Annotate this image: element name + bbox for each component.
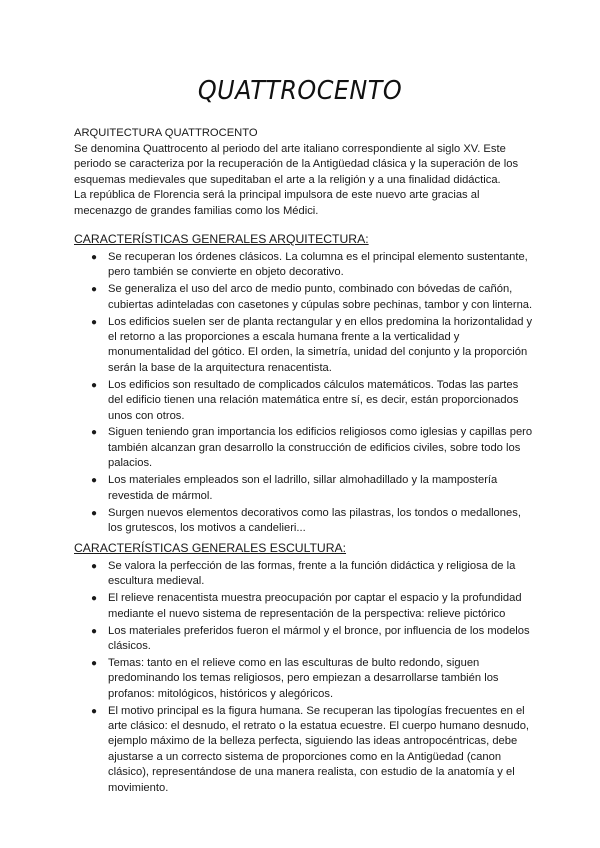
page-title: QUATTROCENTO (197, 76, 403, 106)
bullet-icon: ● (91, 316, 98, 328)
bullet-icon: ● (91, 475, 98, 487)
list-item: ● Se valora la perfección de las formas, frente a la función didáctica y religiosa de la escultura medieval. (91, 560, 516, 588)
list-item: ● Se recuperan los órdenes clásicos. La columna es el principal elemento sustentante, pero también se convierte en objeto decorativo. (91, 251, 528, 279)
list-item: ● Los materiales empleados son el ladrillo, sillar almohadillado y la mampostería revestida de mármol. (91, 474, 498, 502)
intro-heading: ARQUITECTURA QUATTROCENTO (74, 127, 258, 139)
bullet-icon: ● (91, 561, 98, 572)
bullet-icon: ● (91, 625, 98, 637)
list-item: ● Los materiales preferidos fueron el mármol y el bronce, por influencia de los modelos clásicos. (91, 624, 530, 653)
list-item: ● Surgen nuevos elementos decorativos como las pilastras, los tondos o medallones, los grutescos, los motivos a candelieri... (91, 506, 521, 534)
intro-paragraph-2: La república de Florencia será la principal impulsora de este nuevo arte gracias al mecenazgo de grandes familias como los Médici. (74, 189, 480, 217)
section-arquitectura (74, 231, 534, 538)
list-item: ● Los edificios son resultado de complicados cálculos matemáticos. Todas las partes del edificio tienen una relación matemática entre sí, es decir, están proporcionados unos con otros. (91, 378, 519, 422)
list-item: ● Los edificios suelen ser de planta rectangular y en ellos predomina la horizontalidad y el retorno a las proporciones a escala humana frente a la verticalidad y monumentalidad del gótico. El orden, la simetría, unidad del conjunto y la proporción serán la base de la arquitectura renacentista. (91, 315, 533, 374)
section-escultura (74, 540, 534, 798)
intro-paragraph-1: Se denomina Quattrocento al periodo del arte italiano correspondiente al siglo XV. Este periodo se caracteriza por la recuperación de la Antigüedad clásica y la superación de los esquemas medievales que supeditaban el arte a la religión y a una finalidad didáctica. (74, 142, 519, 186)
bullet-icon: ● (91, 284, 98, 296)
bullet-icon: ● (91, 427, 98, 439)
bullet-icon: ● (91, 379, 98, 391)
intro-block (74, 126, 534, 220)
section-heading-arquitectura: CARACTERÍSTICAS GENERALES ARQUITECTURA: (74, 232, 369, 246)
list-item: ● El motivo principal es la figura humana. Se recuperan las tipologías frecuentes en el arte clásico: el desnudo, el retrato o la estatua ecuestre. El cuerpo humano desnudo, ejemplo máximo de la belleza perfecta, siguiendo las ideas antropocéntricas, debe ajustarse a un correcto sistema de proporciones como en la Antigüedad (canon clásico), representándose de una manera realista, con estudio de la anatomía y el movimiento. (91, 704, 530, 794)
list-item: ● Se generaliza el uso del arco de medio punto, combinado con bóvedas de cañón, cubiertas adinteladas con casetones y cúpulas sobre pechinas, tambor y con linterna. (91, 283, 533, 311)
list-item: ● Temas: tanto en el relieve como en las esculturas de bulto redondo, siguen predominando los temas religiosos, pero empiezan a desarrollarse también los profanos: mitológicos, históricos y alegóricos. (91, 656, 499, 700)
bullet-icon: ● (91, 507, 98, 519)
bullet-icon: ● (91, 705, 98, 717)
list-escultura (74, 559, 534, 796)
list-arquitectura (74, 250, 534, 536)
bullet-icon: ● (91, 657, 98, 669)
section-heading-escultura: CARACTERÍSTICAS GENERALES ESCULTURA: (74, 541, 347, 555)
bullet-icon: ● (91, 252, 98, 263)
list-item: ● Siguen teniendo gran importancia los edificios religiosos como iglesias y capillas pero también alcanzan gran desarrollo la construcción de edificios civiles, sobre todo los palacios. (91, 426, 533, 470)
bullet-icon: ● (91, 593, 98, 605)
list-item: ● El relieve renacentista muestra preocupación por captar el espacio y la profundidad mediante el nuevo sistema de representación de la perspectiva: relieve pictórico (91, 592, 522, 620)
